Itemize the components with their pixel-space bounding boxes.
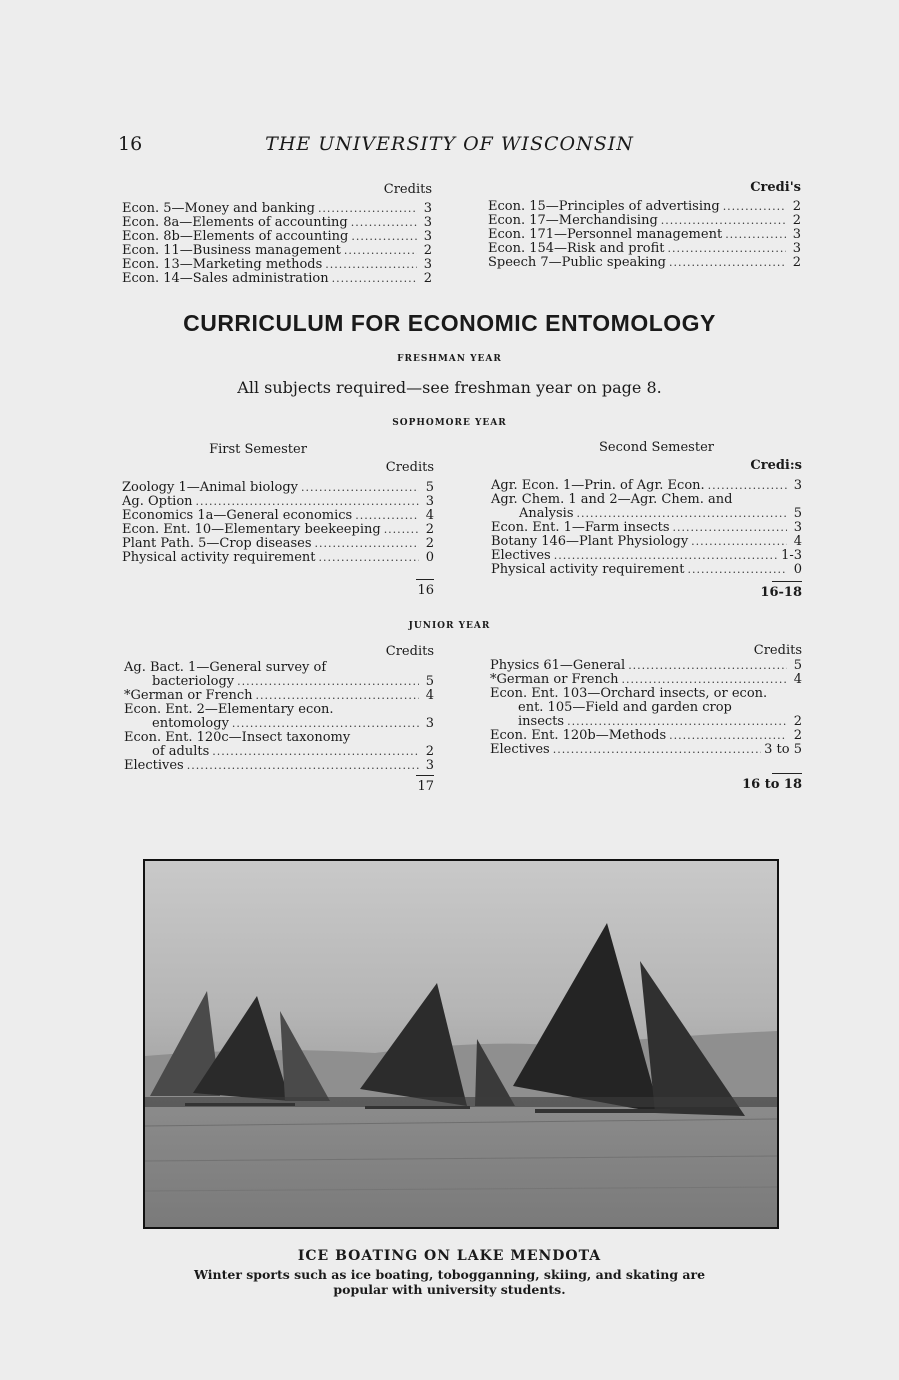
course-row <box>124 759 434 773</box>
leader-dots <box>723 200 786 214</box>
course-row <box>488 214 801 228</box>
course-entry <box>124 759 434 773</box>
junior-first-semester <box>124 645 434 794</box>
leader-dots <box>318 202 417 216</box>
course-credits: 3 <box>425 494 434 509</box>
course-credits: 3 <box>792 227 801 242</box>
course-entry <box>490 659 802 673</box>
course-name: Physics 61—General <box>490 658 626 673</box>
course-credits: 2 <box>425 744 434 759</box>
course-credits: 3 <box>425 758 434 773</box>
course-name: insects <box>518 714 565 729</box>
course-name: Econ. Ent. 1—Farm insects <box>491 520 670 535</box>
course-credits: 0 <box>425 550 434 565</box>
course-entry <box>122 523 434 537</box>
course-entry <box>491 493 802 521</box>
course-entry <box>122 481 434 495</box>
leader-dots <box>628 659 787 673</box>
course-credits: 2 <box>425 522 434 537</box>
leader-dots <box>196 495 419 509</box>
course-credits: 3 to 5 <box>764 742 802 757</box>
course-entry <box>122 551 434 565</box>
course-line: Econ. Ent. 103—Orchard insects, or econ. <box>490 686 768 701</box>
course-name: Econ. 171—Personnel management <box>488 227 723 242</box>
course-row <box>490 729 802 743</box>
caption-line: popular with university students. <box>333 1282 566 1297</box>
leader-dots <box>384 523 419 537</box>
course-credits: 3 <box>793 520 802 535</box>
course-row <box>491 563 802 577</box>
course-name: Econ. 14—Sales administration <box>122 271 329 286</box>
course-name: entomology <box>152 716 229 731</box>
leader-dots <box>256 689 419 703</box>
credits-header: Credi's <box>750 180 801 195</box>
sophomore-second-semester <box>491 441 802 600</box>
credits-header: Credits <box>383 182 432 197</box>
course-row <box>490 673 802 687</box>
course-row <box>491 521 802 535</box>
sophomore-first-semester <box>122 443 434 598</box>
course-row <box>122 258 432 272</box>
course-entry <box>490 687 802 729</box>
leader-dots <box>325 258 417 272</box>
course-credits: 3 <box>792 241 801 256</box>
course-credits: 3 <box>423 201 432 216</box>
leader-dots <box>344 244 417 258</box>
leader-dots <box>332 272 417 286</box>
leader-dots <box>237 675 419 689</box>
course-entry <box>491 563 802 577</box>
total-rule <box>416 579 434 580</box>
course-name: Physical activity requirement <box>122 550 316 565</box>
semester-label: First Semester <box>209 442 307 457</box>
sophomore-year-heading: SOPHOMORE YEAR <box>392 418 507 428</box>
credits-header: Credits <box>753 643 802 658</box>
course-name: Econ. 11—Business management <box>122 243 341 258</box>
leader-dots <box>622 673 787 687</box>
leader-dots <box>351 216 417 230</box>
semester-label: Second Semester <box>599 440 714 455</box>
course-row <box>490 743 802 757</box>
course-name: Agr. Econ. 1—Prin. of Agr. Econ. <box>491 478 705 493</box>
course-name: bacteriology <box>152 674 235 689</box>
course-row <box>122 216 432 230</box>
course-entry <box>122 495 434 509</box>
course-credits: 3 <box>423 257 432 272</box>
course-credits: 2 <box>425 536 434 551</box>
course-name: Botany 146—Plant Physiology <box>491 534 689 549</box>
semester-total: 16 to 18 <box>742 777 802 792</box>
course-name: Speech 7—Public speaking <box>488 255 667 270</box>
course-name: Econ. 8b—Elements of accounting <box>122 229 349 244</box>
course-entry <box>490 729 802 743</box>
leader-dots <box>212 745 419 759</box>
top-list-right <box>488 181 801 270</box>
course-row <box>488 242 801 256</box>
course-name: Electives <box>490 742 550 757</box>
leader-dots <box>669 256 786 270</box>
leader-dots <box>661 214 786 228</box>
page-number: 16 <box>118 133 143 155</box>
leader-dots <box>301 481 419 495</box>
leader-dots <box>319 551 419 565</box>
freshman-year-heading: FRESHMAN YEAR <box>397 354 502 364</box>
course-row <box>122 272 432 286</box>
course-entry <box>122 537 434 551</box>
credits-header: Credits <box>385 460 434 475</box>
course-row <box>122 509 434 523</box>
curriculum-title: CURRICULUM FOR ECONOMIC ENTOMOLOGY <box>183 310 716 336</box>
total-rule <box>772 773 802 774</box>
course-credits: 3 <box>793 478 802 493</box>
leader-dots <box>187 759 419 773</box>
course-row <box>122 202 432 216</box>
course-row <box>488 200 801 214</box>
course-name: *German or French <box>124 688 253 703</box>
course-row <box>122 537 434 551</box>
course-credits: 3 <box>423 229 432 244</box>
total-rule <box>416 775 434 776</box>
freshman-note: All subjects required—see freshman year on page 8. <box>237 378 662 397</box>
course-row <box>490 715 802 729</box>
course-line: Ag. Bact. 1—General survey of <box>124 660 327 675</box>
course-line: ent. 105—Field and garden crop <box>518 700 732 715</box>
course-name: of adults <box>152 744 210 759</box>
top-list-left <box>122 183 432 286</box>
leader-dots <box>668 242 786 256</box>
course-row <box>488 228 801 242</box>
leader-dots <box>553 743 761 757</box>
course-row <box>122 551 434 565</box>
course-entry <box>124 661 434 689</box>
ice-boating-photo <box>143 859 779 1229</box>
course-row <box>122 481 434 495</box>
course-credits: 2 <box>792 199 801 214</box>
photo-caption <box>0 1267 899 1297</box>
course-credits: 3 <box>425 716 434 731</box>
course-name: *German or French <box>490 672 619 687</box>
course-entry <box>491 479 802 493</box>
course-name: Econ. 8a—Elements of accounting <box>122 215 348 230</box>
course-row <box>122 495 434 509</box>
junior-year-heading: JUNIOR YEAR <box>408 621 491 631</box>
course-name: Analysis <box>519 506 574 521</box>
course-row <box>124 745 434 759</box>
course-row <box>488 256 801 270</box>
ice-boats-illustration <box>145 861 777 1227</box>
leader-dots <box>673 521 788 535</box>
course-name: Econ. 13—Marketing methods <box>122 257 323 272</box>
credits-header: Credi:s <box>750 458 802 473</box>
course-credits: 5 <box>425 480 434 495</box>
course-row <box>124 717 434 731</box>
semester-total: 16-18 <box>760 585 802 600</box>
course-entry <box>490 743 802 757</box>
course-name: Electives <box>124 758 184 773</box>
course-credits: 2 <box>423 271 432 286</box>
course-row <box>491 479 802 493</box>
leader-dots <box>351 230 417 244</box>
semester-total: 16 <box>417 583 434 598</box>
course-row <box>490 659 802 673</box>
course-entry <box>122 509 434 523</box>
course-name: Electives <box>491 548 551 563</box>
running-title: THE UNIVERSITY OF WISCONSIN <box>265 133 634 155</box>
course-credits: 4 <box>793 672 802 687</box>
course-line: Econ. Ent. 2—Elementary econ. <box>124 702 334 717</box>
junior-second-semester <box>490 644 802 792</box>
course-entry <box>491 549 802 563</box>
leader-dots <box>725 228 786 242</box>
course-credits: 2 <box>792 255 801 270</box>
leader-dots <box>355 509 419 523</box>
photo-caption-title: ICE BOATING ON LAKE MENDOTA <box>297 1248 602 1264</box>
course-row <box>124 675 434 689</box>
course-name: Ag. Option <box>122 494 193 509</box>
course-credits: 3 <box>423 215 432 230</box>
course-row <box>491 507 802 521</box>
course-entry <box>490 673 802 687</box>
course-line: Agr. Chem. 1 and 2—Agr. Chem. and <box>491 492 733 507</box>
credits-header: Credits <box>385 644 434 659</box>
leader-dots <box>567 715 787 729</box>
leader-dots <box>315 537 419 551</box>
course-credits: 1-3 <box>781 548 802 563</box>
leader-dots <box>232 717 419 731</box>
course-credits: 5 <box>793 506 802 521</box>
course-name: Physical activity requirement <box>491 562 685 577</box>
course-row <box>122 523 434 537</box>
course-name: Zoology 1—Animal biology <box>122 480 298 495</box>
leader-dots <box>577 507 787 521</box>
leader-dots <box>669 729 787 743</box>
course-name: Plant Path. 5—Crop diseases <box>122 536 312 551</box>
course-row <box>122 230 432 244</box>
leader-dots <box>688 563 787 577</box>
course-credits: 2 <box>423 243 432 258</box>
course-row <box>491 549 802 563</box>
course-credits: 5 <box>793 658 802 673</box>
course-credits: 2 <box>792 213 801 228</box>
course-entry <box>491 535 802 549</box>
course-name: Econ. 5—Money and banking <box>122 201 315 216</box>
course-line: Econ. Ent. 120c—Insect taxonomy <box>124 730 351 745</box>
course-entry <box>491 521 802 535</box>
leader-dots <box>691 535 787 549</box>
course-row <box>124 689 434 703</box>
course-row <box>122 244 432 258</box>
caption-line: Winter sports such as ice boating, tobogganning, skiing, and skating are <box>193 1267 706 1282</box>
course-credits: 4 <box>425 688 434 703</box>
course-credits: 4 <box>793 534 802 549</box>
course-credits: 0 <box>793 562 802 577</box>
course-entry <box>124 731 434 759</box>
course-row <box>491 535 802 549</box>
course-name: Economics 1a—General economics <box>122 508 353 523</box>
course-name: Econ. 15—Principles of advertising <box>488 199 720 214</box>
course-entry <box>124 689 434 703</box>
course-name: Econ. Ent. 10—Elementary beekeeping <box>122 522 381 537</box>
course-name: Econ. 154—Risk and profit <box>488 241 665 256</box>
leader-dots <box>554 549 778 563</box>
semester-total: 17 <box>417 779 434 794</box>
course-name: Econ. Ent. 120b—Methods <box>490 728 667 743</box>
course-credits: 5 <box>425 674 434 689</box>
course-credits: 4 <box>425 508 434 523</box>
course-name: Econ. 17—Merchandising <box>488 213 658 228</box>
course-credits: 2 <box>793 728 802 743</box>
total-rule <box>772 581 802 582</box>
course-entry <box>124 703 434 731</box>
course-credits: 2 <box>793 714 802 729</box>
leader-dots <box>708 479 787 493</box>
